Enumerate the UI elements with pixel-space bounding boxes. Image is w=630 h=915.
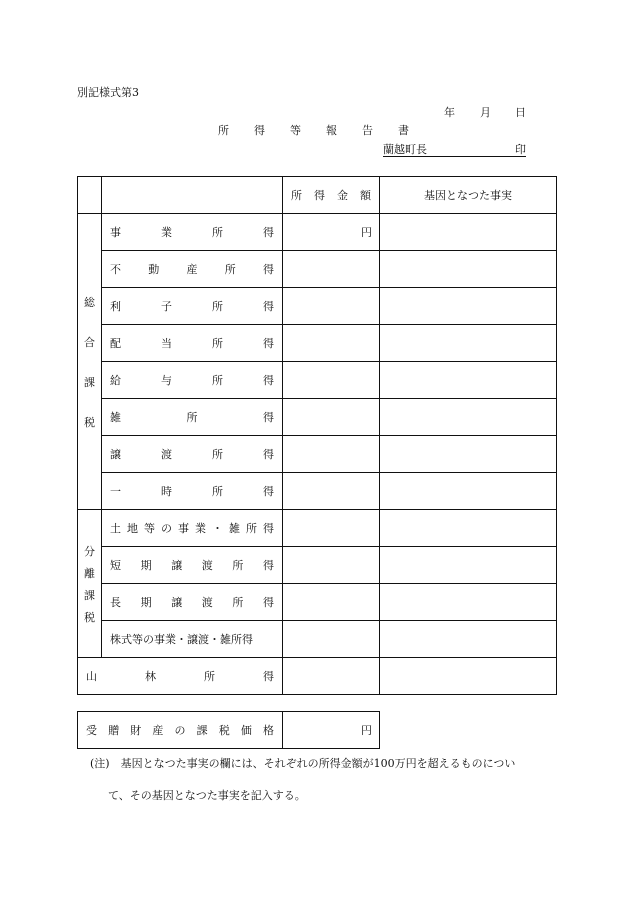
amount-cell[interactable] [283, 399, 380, 436]
amount-cell[interactable] [283, 547, 380, 584]
header-fact: 基因となつた事実 [380, 177, 557, 214]
fact-cell[interactable] [380, 510, 557, 547]
row-label-business: 事 業 所 得 [102, 214, 283, 251]
row-label-real-estate: 不 動 産 所 得 [102, 251, 283, 288]
income-report-table [77, 176, 557, 695]
amount-cell[interactable] [283, 436, 380, 473]
amount-cell[interactable] [283, 325, 380, 362]
amount-cell[interactable] [283, 621, 380, 658]
amount-cell[interactable]: 円 [283, 214, 380, 251]
header-blank-2 [102, 177, 283, 214]
row-label-forest: 山 林 所 得 [78, 658, 283, 695]
fact-cell[interactable] [380, 584, 557, 621]
amount-cell[interactable] [283, 510, 380, 547]
issuer-name: 蘭越町長 [383, 143, 427, 156]
title-char: 所 [218, 124, 229, 137]
group-general-taxation: 総 合 課 税 [78, 214, 102, 510]
header-amount: 所 得 金 額 [283, 177, 380, 214]
date-month: 月 [480, 106, 491, 119]
amount-cell[interactable] [283, 584, 380, 621]
row-label-salary: 給 与 所 得 [102, 362, 283, 399]
row-label-long-term-transfer: 長 期 譲 渡 所 得 [102, 584, 283, 621]
row-label-interest: 利 子 所 得 [102, 288, 283, 325]
row-label-stocks: 株式等の事業・譲渡・雑所得 [102, 621, 283, 658]
header-blank-1 [78, 177, 102, 214]
amount-cell[interactable] [283, 362, 380, 399]
fact-cell[interactable] [380, 399, 557, 436]
fact-cell[interactable] [380, 658, 557, 695]
amount-cell[interactable] [283, 288, 380, 325]
amount-cell[interactable] [283, 251, 380, 288]
fact-cell[interactable] [380, 547, 557, 584]
gift-assessment-table [77, 711, 380, 749]
row-label-misc: 雑 所 得 [102, 399, 283, 436]
fact-cell[interactable] [380, 214, 557, 251]
fact-cell[interactable] [380, 473, 557, 510]
fact-cell[interactable] [380, 288, 557, 325]
form-number-label: 別記様式第3 [77, 86, 139, 99]
title-char: 書 [398, 124, 409, 137]
title-char: 等 [290, 124, 301, 137]
gift-label: 受 贈 財 産 の 課 税 価 格 [78, 712, 283, 749]
row-label-short-term-transfer: 短 期 譲 渡 所 得 [102, 547, 283, 584]
amount-cell[interactable] [283, 473, 380, 510]
fact-cell[interactable] [380, 325, 557, 362]
row-label-land-business: 土 地 等 の 事 業 ・ 雑 所 得 [102, 510, 283, 547]
note-line-1: (注) 基因となつた事実の欄には、それぞれの所得金額が100万円を超えるものについ [90, 757, 516, 770]
amount-cell[interactable] [283, 658, 380, 695]
fact-cell[interactable] [380, 362, 557, 399]
fact-cell[interactable] [380, 621, 557, 658]
title-char: 告 [362, 124, 373, 137]
row-label-transfer: 譲 渡 所 得 [102, 436, 283, 473]
row-label-occasional: 一 時 所 得 [102, 473, 283, 510]
note-line-2: て、その基因となつた事実を記入する。 [108, 789, 306, 802]
date-year: 年 [444, 106, 455, 119]
row-label-dividend: 配 当 所 得 [102, 325, 283, 362]
seal-mark: 印 [515, 143, 526, 156]
fact-cell[interactable] [380, 251, 557, 288]
group-separate-taxation: 分 離 課 税 [78, 510, 102, 658]
gift-amount-cell[interactable]: 円 [283, 712, 380, 749]
title-char: 得 [254, 124, 265, 137]
fact-cell[interactable] [380, 436, 557, 473]
title-char: 報 [326, 124, 337, 137]
issuer-signature-line [383, 141, 526, 157]
date-day: 日 [515, 106, 526, 119]
